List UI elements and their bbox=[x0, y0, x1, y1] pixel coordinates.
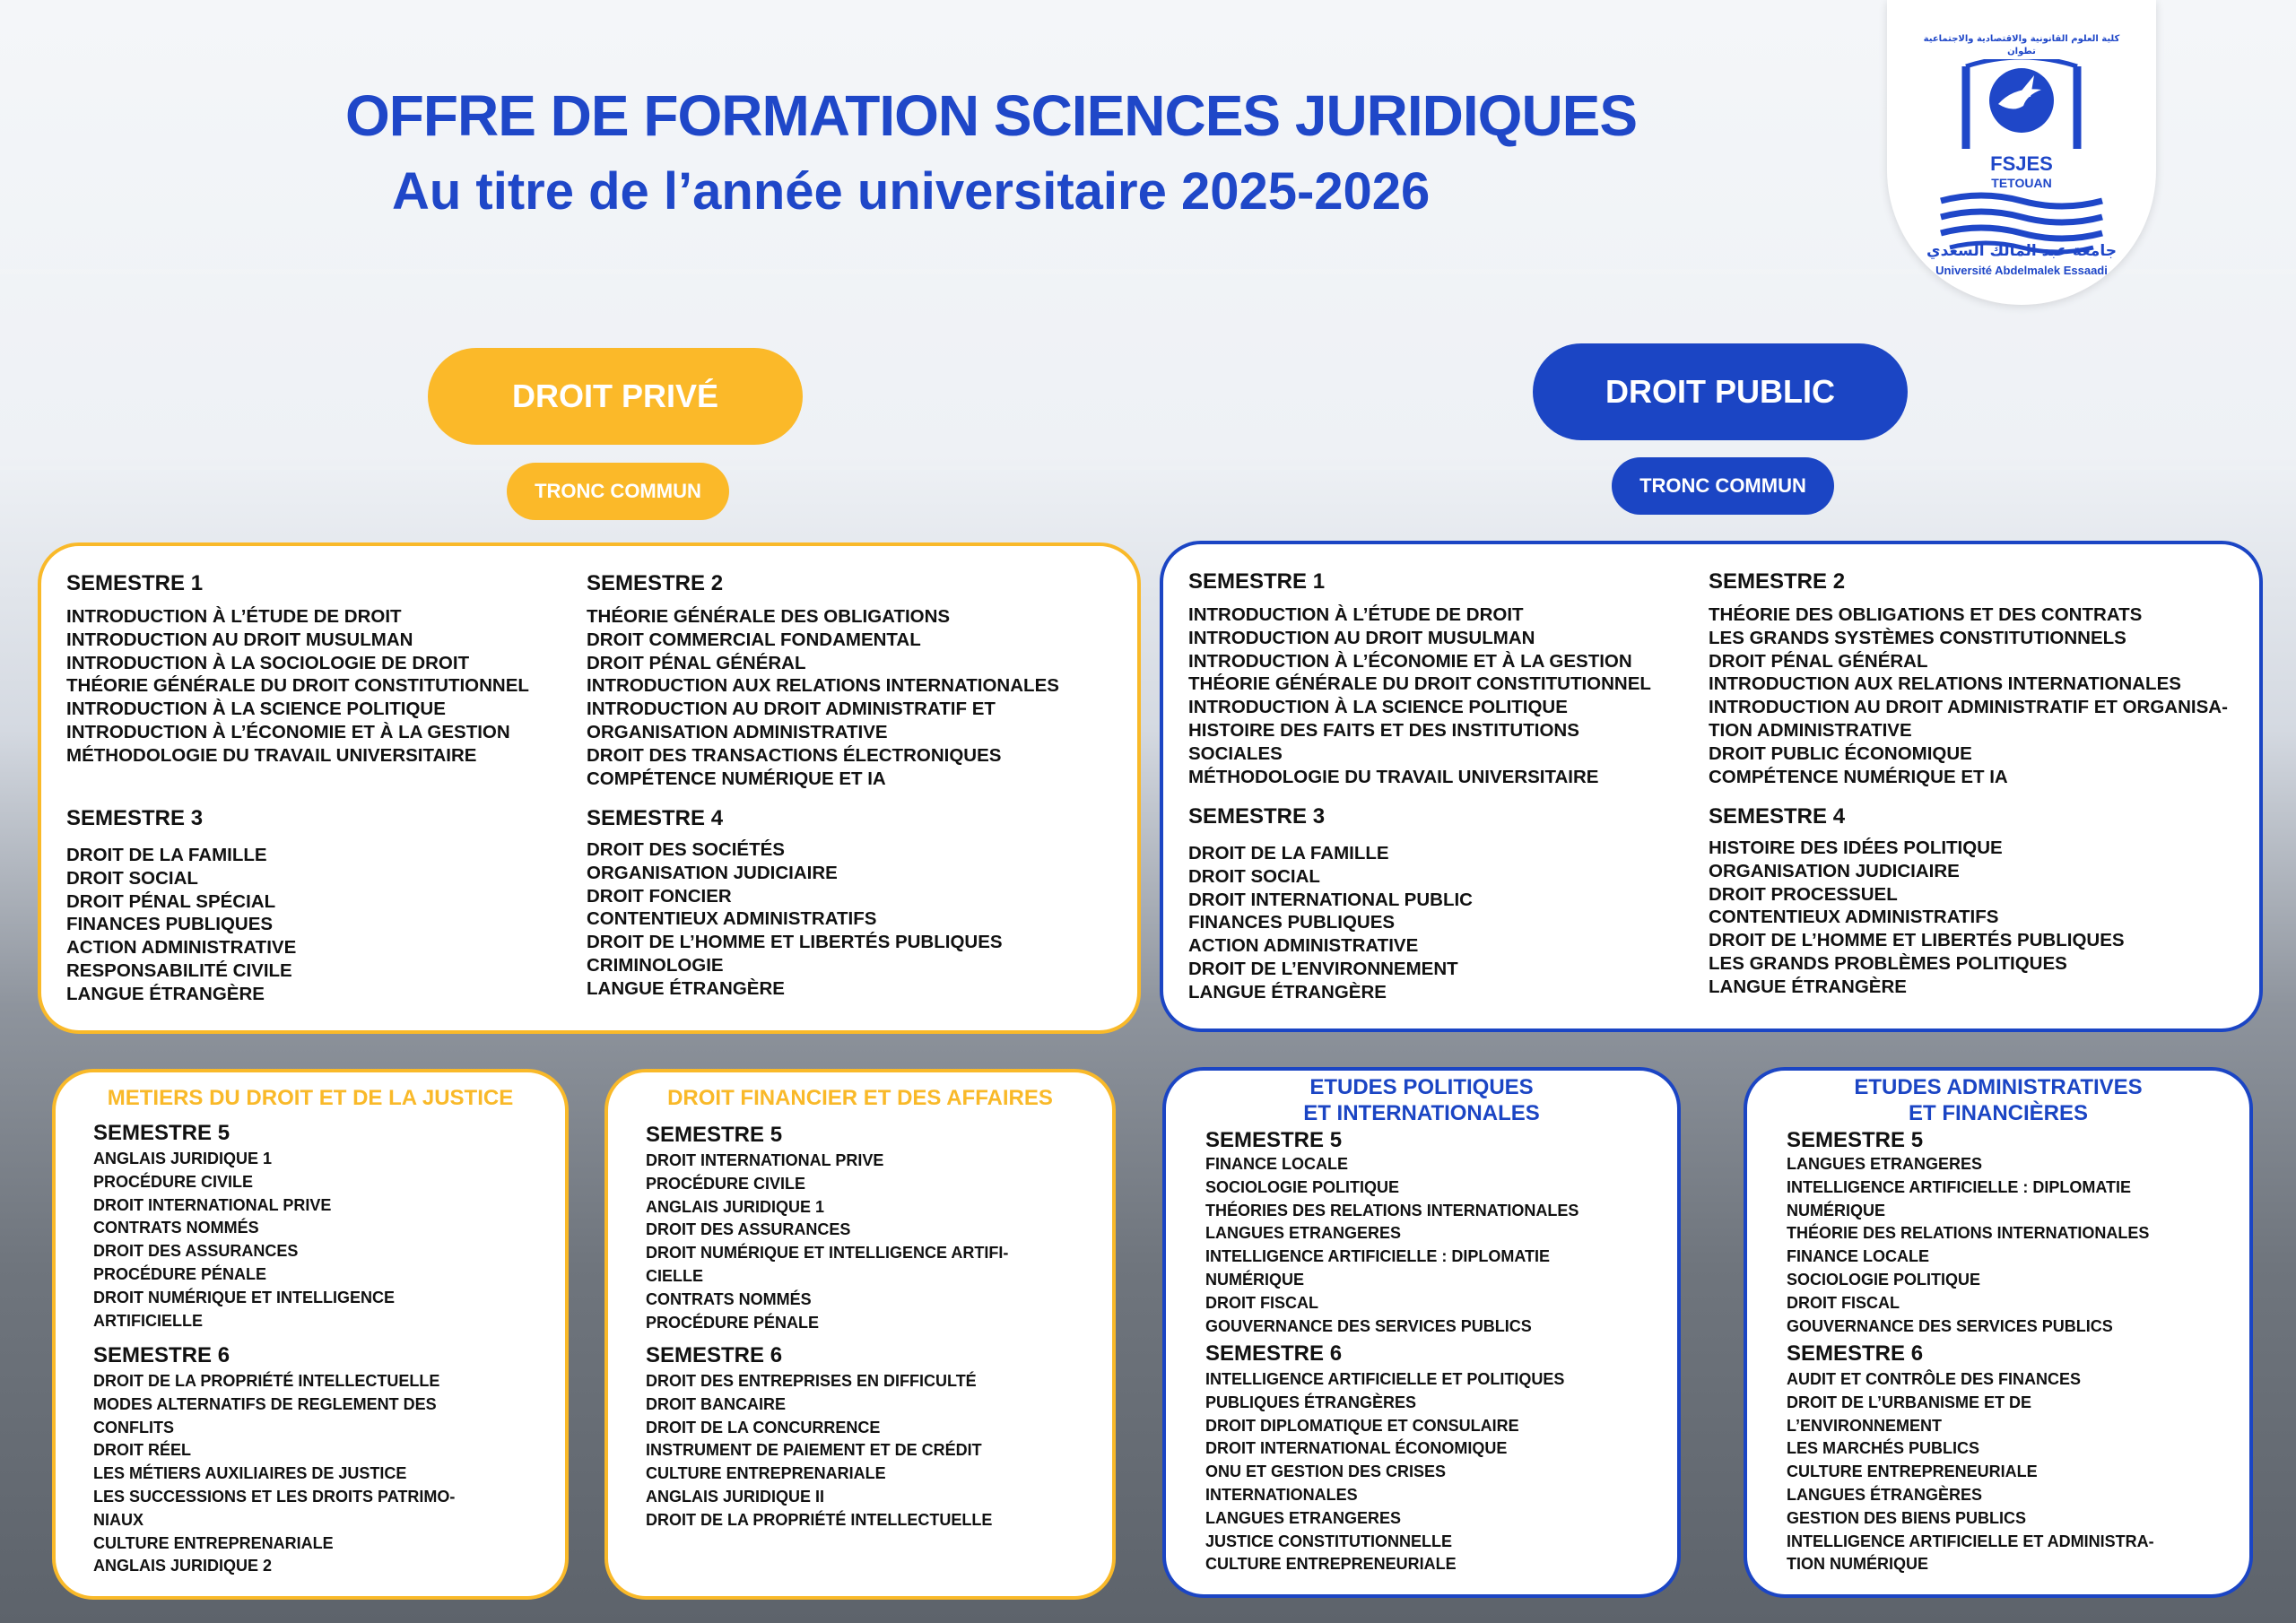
course-item: ORGANISATION JUDICIAIRE bbox=[1709, 860, 1960, 881]
course-item: DROIT PROCESSUEL bbox=[1709, 883, 1898, 905]
logo-arabic-city: تطوان bbox=[2007, 47, 2036, 56]
course-item: CULTURE ENTREPRENARIALE bbox=[93, 1533, 334, 1552]
logo-city: TETOUAN bbox=[1991, 176, 2052, 190]
logo-university: Université Abdelmalek Essaadi bbox=[1935, 264, 2108, 277]
financier-semestre-5 bbox=[646, 1123, 1008, 1334]
metiers-title: METIERS DU DROIT ET DE LA JUSTICE bbox=[107, 1086, 514, 1110]
course-item: COMPÉTENCE NUMÉRIQUE ET IA bbox=[1709, 766, 2008, 787]
course-item: RESPONSABILITÉ CIVILE bbox=[66, 959, 292, 981]
course-item: DROIT DE L’HOMME ET LIBERTÉS PUBLIQUES bbox=[587, 932, 1003, 953]
course-item: DROIT PUBLIC ÉCONOMIQUE bbox=[1709, 742, 1972, 764]
semester-title: SEMESTRE 4 bbox=[1709, 804, 1846, 829]
course-item: INTRODUCTION AU DROIT MUSULMAN bbox=[1188, 627, 1535, 648]
semester-title: SEMESTRE 6 bbox=[646, 1343, 783, 1367]
course-item: LES SUCCESSIONS ET LES DROITS PATRIMO- bbox=[93, 1487, 456, 1506]
course-item: DROIT INTERNATIONAL ÉCONOMIQUE bbox=[1205, 1439, 1508, 1458]
course-item: TION NUMÉRIQUE bbox=[1787, 1555, 1929, 1574]
tronc-commun-prive: TRONC COMMUN bbox=[507, 463, 729, 520]
course-item: INTELLIGENCE ARTIFICIELLE ET POLITIQUES bbox=[1205, 1370, 1565, 1388]
politiques-semestre-6 bbox=[1205, 1341, 1564, 1576]
course-item: DROIT DES SOCIÉTÉS bbox=[587, 839, 785, 860]
course-item: LES MARCHÉS PUBLICS bbox=[1787, 1439, 1980, 1458]
logo-arabic-faculty: كلية العلوم القانونية والاقتصادية والاجتماعية bbox=[1923, 34, 2120, 44]
course-item: GOUVERNANCE DES SERVICES PUBLICS bbox=[1205, 1316, 1532, 1335]
course-item: FINANCES PUBLIQUES bbox=[1188, 912, 1396, 933]
course-item: FINANCES PUBLIQUES bbox=[66, 914, 274, 935]
course-item: JUSTICE CONSTITUTIONNELLE bbox=[1205, 1532, 1453, 1550]
course-item: PROCÉDURE CIVILE bbox=[646, 1174, 806, 1193]
course-item: DROIT COMMERCIAL FONDAMENTAL bbox=[587, 629, 921, 650]
semester-title: SEMESTRE 6 bbox=[1787, 1341, 1924, 1366]
course-item: ARTIFICIELLE bbox=[93, 1311, 203, 1330]
course-item: LANGUES ETRANGERES bbox=[1205, 1508, 1402, 1527]
course-item: HISTOIRE DES IDÉES POLITIQUE bbox=[1709, 838, 2003, 858]
public-semestre-3 bbox=[1188, 804, 1473, 1004]
financier-semestre-6 bbox=[646, 1343, 992, 1532]
course-item: ACTION ADMINISTRATIVE bbox=[66, 937, 297, 959]
metiers-box bbox=[52, 1069, 569, 1600]
course-item: DROIT DES TRANSACTIONS ÉLECTRONIQUES bbox=[587, 744, 1002, 766]
semester-title: SEMESTRE 4 bbox=[587, 806, 724, 830]
course-item: CIELLE bbox=[646, 1266, 704, 1285]
course-item: DROIT DE L’HOMME ET LIBERTÉS PUBLIQUES bbox=[1709, 930, 2125, 951]
course-item: INTRODUCTION AU DROIT MUSULMAN bbox=[66, 629, 413, 650]
financier-box bbox=[604, 1069, 1116, 1600]
semester-title: SEMESTRE 5 bbox=[646, 1123, 783, 1147]
course-item: LANGUE ÉTRANGÈRE bbox=[1709, 976, 1907, 997]
course-item: DROIT PÉNAL SPÉCIAL bbox=[66, 890, 276, 912]
course-item: THÉORIES DES RELATIONS INTERNATIONALES bbox=[1205, 1201, 1579, 1219]
course-item: THÉORIE GÉNÉRALE DU DROIT CONSTITUTIONNEL bbox=[1188, 673, 1651, 695]
course-item: ANGLAIS JURIDIQUE 1 bbox=[646, 1197, 825, 1216]
course-item: PROCÉDURE CIVILE bbox=[93, 1172, 254, 1191]
prive-tronc-box bbox=[38, 542, 1141, 1034]
logo-arabic-university: جامعة عبد المالك السعدي bbox=[1926, 242, 2117, 260]
course-item: CONTENTIEUX ADMINISTRATIFS bbox=[587, 908, 877, 930]
course-item: LANGUE ÉTRANGÈRE bbox=[66, 983, 265, 1004]
course-item: DROIT PÉNAL GÉNÉRAL bbox=[587, 652, 806, 673]
course-item: ORGANISATION JUDICIAIRE bbox=[587, 862, 838, 883]
semester-title: SEMESTRE 6 bbox=[93, 1343, 230, 1367]
course-item: THÉORIE GÉNÉRALE DU DROIT CONSTITUTIONNEL bbox=[66, 675, 529, 697]
metiers-semestre-5 bbox=[93, 1121, 395, 1332]
course-item: THÉORIE DES OBLIGATIONS ET DES CONTRATS bbox=[1709, 604, 2143, 625]
course-item: DROIT INTERNATIONAL PRIVE bbox=[646, 1151, 884, 1169]
course-item: INTRODUCTION À L’ÉTUDE DE DROIT bbox=[66, 606, 402, 627]
course-item: LES GRANDS PROBLÈMES POLITIQUES bbox=[1709, 952, 2067, 974]
course-item: GESTION DES BIENS PUBLICS bbox=[1787, 1508, 2027, 1527]
course-item: CRIMINOLOGIE bbox=[587, 954, 724, 976]
course-item: INTELLIGENCE ARTIFICIELLE ET ADMINISTRA- bbox=[1787, 1532, 2154, 1550]
course-item: CONTRATS NOMMÉS bbox=[646, 1289, 812, 1308]
course-item: INTRODUCTION À L’ÉCONOMIE ET À LA GESTION bbox=[66, 721, 510, 742]
course-item: PROCÉDURE PÉNALE bbox=[646, 1313, 820, 1332]
course-item: AUDIT ET CONTRÔLE DES FINANCES bbox=[1787, 1370, 2082, 1388]
course-item: ACTION ADMINISTRATIVE bbox=[1188, 935, 1419, 957]
course-item: DROIT DE LA PROPRIÉTÉ INTELLECTUELLE bbox=[93, 1372, 440, 1390]
page-subtitle: Au titre de l’année universitaire 2025-2026 bbox=[392, 162, 1431, 221]
course-item: GOUVERNANCE DES SERVICES PUBLICS bbox=[1787, 1316, 2113, 1335]
course-item: INTRODUCTION À LA SOCIOLOGIE DE DROIT bbox=[66, 652, 470, 673]
semester-title: SEMESTRE 1 bbox=[66, 571, 204, 595]
prive-semestre-1 bbox=[66, 571, 529, 768]
course-item: INTRODUCTION À LA SCIENCE POLITIQUE bbox=[66, 699, 446, 720]
course-item: SOCIOLOGIE POLITIQUE bbox=[1787, 1270, 1981, 1289]
course-item: DROIT INTERNATIONAL PUBLIC bbox=[1188, 889, 1473, 910]
course-item: DROIT FONCIER bbox=[587, 885, 732, 907]
course-item: DROIT PÉNAL GÉNÉRAL bbox=[1709, 650, 1928, 672]
course-item: DROIT DES ASSURANCES bbox=[646, 1220, 851, 1239]
background-band bbox=[0, 466, 2296, 470]
public-semestre-1 bbox=[1188, 569, 1651, 788]
semester-title: SEMESTRE 6 bbox=[1205, 1341, 1343, 1366]
droit-public-label: DROIT PUBLIC bbox=[1533, 343, 1908, 440]
course-item: INTRODUCTION AUX RELATIONS INTERNATIONALES bbox=[1709, 673, 2181, 695]
semester-title: SEMESTRE 2 bbox=[1709, 569, 1846, 594]
course-item: CONTRATS NOMMÉS bbox=[93, 1219, 259, 1237]
course-item: MÉTHODOLOGIE DU TRAVAIL UNIVERSITAIRE bbox=[1188, 766, 1599, 787]
course-item: FINANCE LOCALE bbox=[1205, 1155, 1348, 1173]
course-item: DROIT INTERNATIONAL PRIVE bbox=[93, 1195, 332, 1214]
course-item: INTRODUCTION AU DROIT ADMINISTRATIF ET ORGANISA- bbox=[1709, 697, 2228, 718]
course-item: SOCIALES bbox=[1188, 742, 1283, 764]
course-item: FINANCE LOCALE bbox=[1787, 1247, 1929, 1266]
administratives-semestre-6 bbox=[1787, 1341, 2154, 1576]
course-item: LANGUES ETRANGERES bbox=[1205, 1224, 1402, 1243]
course-item: INTRODUCTION À L’ÉTUDE DE DROIT bbox=[1188, 604, 1524, 625]
course-item: MODES ALTERNATIFS DE REGLEMENT DES bbox=[93, 1394, 437, 1413]
course-item: DROIT DES ASSURANCES bbox=[93, 1242, 299, 1261]
semester-title: SEMESTRE 5 bbox=[1787, 1128, 1924, 1152]
course-item: THÉORIE DES RELATIONS INTERNATIONALES bbox=[1787, 1224, 2150, 1243]
course-item: CULTURE ENTREPRENEURIALE bbox=[1205, 1555, 1457, 1574]
course-item: TION ADMINISTRATIVE bbox=[1709, 719, 1912, 741]
course-item: LANGUES ÉTRANGÈRES bbox=[1787, 1485, 1983, 1504]
semester-title: SEMESTRE 3 bbox=[66, 806, 204, 830]
course-item: ANGLAIS JURIDIQUE 1 bbox=[93, 1150, 273, 1167]
administratives-title-line2: ET FINANCIÈRES bbox=[1908, 1101, 2088, 1125]
administratives-semestre-5 bbox=[1787, 1128, 2149, 1338]
course-item: DROIT DE L’ENVIRONNEMENT bbox=[1188, 958, 1458, 979]
public-tronc-box bbox=[1160, 541, 2263, 1032]
course-item: DROIT DES ENTREPRISES EN DIFFICULTÉ bbox=[646, 1372, 977, 1390]
course-item: HISTOIRE DES FAITS ET DES INSTITUTIONS bbox=[1188, 719, 1579, 741]
course-item: INTELLIGENCE ARTIFICIELLE : DIPLOMATIE bbox=[1787, 1177, 2131, 1196]
politiques-title-line2: ET INTERNATIONALES bbox=[1303, 1101, 1540, 1125]
politiques-semestre-5 bbox=[1205, 1128, 1578, 1338]
course-item: INTERNATIONALES bbox=[1205, 1485, 1358, 1504]
course-item: DROIT RÉEL bbox=[93, 1441, 192, 1460]
course-item: CONFLITS bbox=[93, 1418, 174, 1436]
course-item: ONU ET GESTION DES CRISES bbox=[1205, 1462, 1447, 1481]
semester-title: SEMESTRE 3 bbox=[1188, 804, 1326, 829]
course-item: DROIT DE L’URBANISME ET DE bbox=[1787, 1393, 2032, 1411]
course-item: DROIT BANCAIRE bbox=[646, 1394, 786, 1413]
course-item: LANGUE ÉTRANGÈRE bbox=[1188, 981, 1387, 1002]
course-item: DROIT DE LA PROPRIÉTÉ INTELLECTUELLE bbox=[646, 1510, 993, 1529]
course-item: DROIT DE LA CONCURRENCE bbox=[646, 1418, 881, 1436]
droit-prive-label: DROIT PRIVÉ bbox=[428, 348, 803, 445]
faculty-logo bbox=[1887, 0, 2156, 305]
course-item: NUMÉRIQUE bbox=[1205, 1270, 1305, 1289]
course-item: DROIT NUMÉRIQUE ET INTELLIGENCE bbox=[93, 1288, 396, 1306]
course-item: DROIT DE LA FAMILLE bbox=[1188, 843, 1389, 864]
course-item: NIAUX bbox=[93, 1510, 144, 1529]
metiers-semestre-6 bbox=[93, 1343, 455, 1578]
course-item: CULTURE ENTREPRENARIALE bbox=[646, 1464, 886, 1483]
course-item: ORGANISATION ADMINISTRATIVE bbox=[587, 721, 888, 742]
course-item: DROIT NUMÉRIQUE ET INTELLIGENCE ARTIFI- bbox=[646, 1244, 1009, 1263]
semester-title: SEMESTRE 5 bbox=[93, 1121, 230, 1145]
course-item: NUMÉRIQUE bbox=[1787, 1201, 1886, 1219]
course-item: INTRODUCTION À L’ÉCONOMIE ET À LA GESTION bbox=[1188, 650, 1632, 672]
public-semestre-4 bbox=[1709, 804, 2125, 999]
administratives-title-line1: ETUDES ADMINISTRATIVES bbox=[1854, 1075, 2143, 1099]
logo-name: FSJES bbox=[1990, 152, 2053, 175]
course-item: LANGUES ETRANGERES bbox=[1787, 1155, 1983, 1173]
course-item: SOCIOLOGIE POLITIQUE bbox=[1205, 1177, 1400, 1196]
prive-semestre-2 bbox=[587, 571, 1059, 790]
politiques-title-line1: ETUDES POLITIQUES bbox=[1309, 1075, 1534, 1099]
course-item: DROIT DE LA FAMILLE bbox=[66, 845, 267, 865]
administratives-box bbox=[1744, 1067, 2253, 1598]
course-item: MÉTHODOLOGIE DU TRAVAIL UNIVERSITAIRE bbox=[66, 744, 477, 766]
course-item: PROCÉDURE PÉNALE bbox=[93, 1264, 267, 1283]
prive-semestre-4 bbox=[587, 806, 1003, 1001]
course-item: LES MÉTIERS AUXILIAIRES DE JUSTICE bbox=[93, 1464, 407, 1483]
course-item: L’ENVIRONNEMENT bbox=[1787, 1416, 1943, 1435]
tronc-commun-public: TRONC COMMUN bbox=[1612, 457, 1834, 515]
course-item: DROIT FISCAL bbox=[1787, 1293, 1900, 1312]
course-item: PUBLIQUES ÉTRANGÈRES bbox=[1205, 1393, 1417, 1411]
dove-globe-icon bbox=[1941, 59, 2102, 158]
public-semestre-2 bbox=[1709, 569, 2228, 788]
course-item: DROIT SOCIAL bbox=[1188, 865, 1320, 887]
course-item: LANGUE ÉTRANGÈRE bbox=[587, 977, 785, 999]
financier-title: DROIT FINANCIER ET DES AFFAIRES bbox=[667, 1086, 1053, 1110]
course-item: INTRODUCTION AU DROIT ADMINISTRATIF ET bbox=[587, 699, 996, 720]
course-item: DROIT SOCIAL bbox=[66, 867, 198, 889]
politiques-box bbox=[1162, 1067, 1681, 1598]
course-item: INTRODUCTION À LA SCIENCE POLITIQUE bbox=[1188, 697, 1568, 718]
course-item: COMPÉTENCE NUMÉRIQUE ET IA bbox=[587, 768, 886, 789]
course-item: INTELLIGENCE ARTIFICIELLE : DIPLOMATIE bbox=[1205, 1247, 1550, 1266]
course-item: DROIT DIPLOMATIQUE ET CONSULAIRE bbox=[1205, 1416, 1519, 1435]
semester-title: SEMESTRE 1 bbox=[1188, 569, 1326, 594]
course-item: LES GRANDS SYSTÈMES CONSTITUTIONNELS bbox=[1709, 627, 2126, 648]
course-item: ANGLAIS JURIDIQUE II bbox=[646, 1487, 825, 1506]
course-item: THÉORIE GÉNÉRALE DES OBLIGATIONS bbox=[587, 606, 951, 627]
semester-title: SEMESTRE 2 bbox=[587, 571, 724, 595]
prive-semestre-3 bbox=[66, 806, 296, 1006]
semester-title: SEMESTRE 5 bbox=[1205, 1128, 1343, 1152]
course-item: INTRODUCTION AUX RELATIONS INTERNATIONALES bbox=[587, 675, 1059, 697]
course-item: CULTURE ENTREPRENEURIALE bbox=[1787, 1462, 2038, 1481]
course-item: INSTRUMENT DE PAIEMENT ET DE CRÉDIT bbox=[646, 1441, 982, 1460]
page-title: OFFRE DE FORMATION SCIENCES JURIDIQUES bbox=[345, 83, 1638, 148]
course-item: CONTENTIEUX ADMINISTRATIFS bbox=[1709, 907, 1999, 928]
course-item: DROIT FISCAL bbox=[1205, 1293, 1318, 1312]
course-item: ANGLAIS JURIDIQUE 2 bbox=[93, 1557, 273, 1575]
